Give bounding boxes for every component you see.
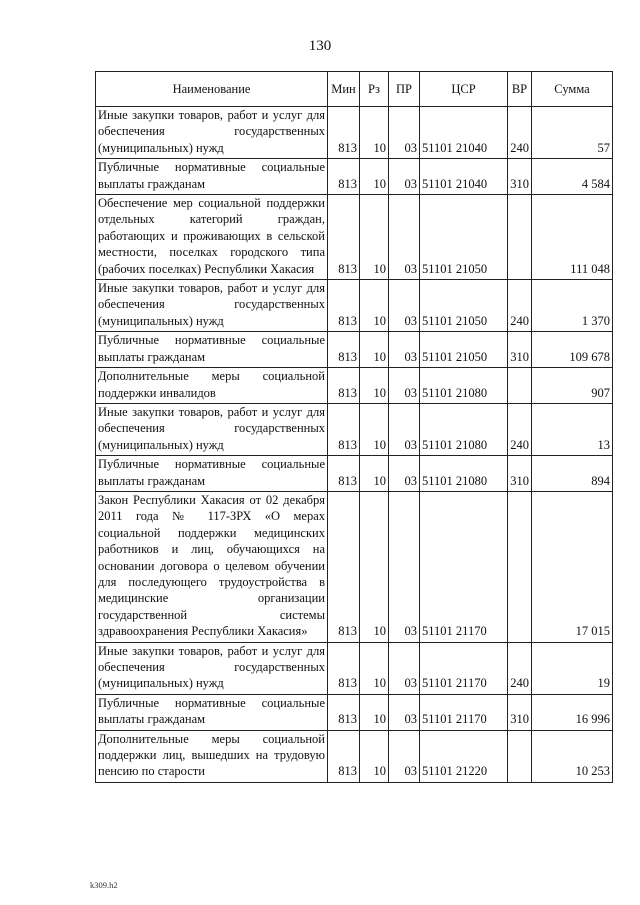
cell-vr: 240 [508, 403, 532, 455]
cell-pr: 03 [389, 195, 420, 280]
table-row [96, 195, 613, 280]
cell-vr: 310 [508, 332, 532, 368]
cell-min: 813 [328, 491, 360, 642]
cell-rz: 10 [360, 491, 389, 642]
header-name: Наименование [96, 72, 328, 107]
cell-sum: 10 253 [532, 730, 613, 782]
cell-rz: 10 [360, 195, 389, 280]
cell-name: Публичные нормативные социальные выплаты гражданам [96, 159, 328, 195]
cell-csr: 51101 21220 [420, 730, 508, 782]
cell-min: 813 [328, 107, 360, 159]
table-row [96, 332, 613, 368]
cell-rz: 10 [360, 280, 389, 332]
cell-name: Иные закупки товаров, работ и услуг для обеспечения государственных (муниципальных) нужд [96, 107, 328, 159]
cell-name: Обеспечение мер социальной поддержки отдельных категорий граждан, работающих и проживающих в сельской местности, поселках городского типа (рабочих поселках) Республики Хакасия [96, 195, 328, 280]
cell-csr: 51101 21040 [420, 159, 508, 195]
header-csr: ЦСР [420, 72, 508, 107]
cell-vr: 310 [508, 159, 532, 195]
table-row [96, 403, 613, 455]
cell-name: Публичные нормативные социальные выплаты гражданам [96, 694, 328, 730]
cell-pr: 03 [389, 368, 420, 404]
header-sum: Сумма [532, 72, 613, 107]
header-pr: ПР [389, 72, 420, 107]
cell-vr: 310 [508, 694, 532, 730]
cell-sum: 19 [532, 642, 613, 694]
cell-min: 813 [328, 456, 360, 492]
cell-csr: 51101 21080 [420, 368, 508, 404]
cell-pr: 03 [389, 642, 420, 694]
cell-vr: 240 [508, 642, 532, 694]
cell-csr: 51101 21050 [420, 332, 508, 368]
header-rz: Рз [360, 72, 389, 107]
cell-rz: 10 [360, 456, 389, 492]
cell-sum: 907 [532, 368, 613, 404]
cell-pr: 03 [389, 159, 420, 195]
cell-vr: 310 [508, 456, 532, 492]
cell-name: Публичные нормативные социальные выплаты гражданам [96, 456, 328, 492]
cell-name: Иные закупки товаров, работ и услуг для обеспечения государственных (муниципальных) нужд [96, 642, 328, 694]
cell-vr: 240 [508, 107, 532, 159]
cell-pr: 03 [389, 403, 420, 455]
header-vr: ВР [508, 72, 532, 107]
cell-csr: 51101 21080 [420, 403, 508, 455]
cell-min: 813 [328, 159, 360, 195]
cell-name: Иные закупки товаров, работ и услуг для обеспечения государственных (муниципальных) нужд [96, 280, 328, 332]
table-row [96, 491, 613, 642]
cell-pr: 03 [389, 456, 420, 492]
cell-pr: 03 [389, 491, 420, 642]
table-row [96, 368, 613, 404]
cell-pr: 03 [389, 332, 420, 368]
table-row [96, 159, 613, 195]
cell-csr: 51101 21050 [420, 195, 508, 280]
cell-rz: 10 [360, 368, 389, 404]
cell-min: 813 [328, 195, 360, 280]
table-row [96, 107, 613, 159]
table-row [96, 642, 613, 694]
cell-pr: 03 [389, 280, 420, 332]
cell-min: 813 [328, 403, 360, 455]
table-row [96, 280, 613, 332]
table-body [96, 107, 613, 783]
cell-pr: 03 [389, 694, 420, 730]
cell-sum: 111 048 [532, 195, 613, 280]
cell-min: 813 [328, 332, 360, 368]
cell-pr: 03 [389, 730, 420, 782]
cell-sum: 1 370 [532, 280, 613, 332]
cell-vr [508, 730, 532, 782]
cell-vr: 240 [508, 280, 532, 332]
cell-rz: 10 [360, 730, 389, 782]
cell-sum: 4 584 [532, 159, 613, 195]
cell-rz: 10 [360, 403, 389, 455]
cell-name: Дополнительные меры социальной поддержки лиц, вышедших на трудовую пенсию по старости [96, 730, 328, 782]
cell-sum: 17 015 [532, 491, 613, 642]
cell-csr: 51101 21040 [420, 107, 508, 159]
cell-rz: 10 [360, 107, 389, 159]
cell-sum: 16 996 [532, 694, 613, 730]
budget-table [95, 71, 613, 783]
table-header-row [96, 72, 613, 107]
table-row [96, 730, 613, 782]
cell-sum: 894 [532, 456, 613, 492]
cell-csr: 51101 21170 [420, 491, 508, 642]
cell-rz: 10 [360, 332, 389, 368]
cell-vr [508, 368, 532, 404]
cell-name: Закон Республики Хакасия от 02 декабря 2011 года № 117-ЗРХ «О мерах социальной поддержки медицинских работников и лиц, обучающихся на основании договора о целевом обучении для последующего трудоустройства в медицинские организации государственной системы здравоохранения Республики Хакасия» [96, 491, 328, 642]
header-min: Мин [328, 72, 360, 107]
cell-rz: 10 [360, 642, 389, 694]
cell-csr: 51101 21170 [420, 642, 508, 694]
cell-min: 813 [328, 280, 360, 332]
cell-csr: 51101 21050 [420, 280, 508, 332]
page-number: 130 [308, 38, 332, 54]
document-footer-code: k309.h2 [90, 880, 118, 890]
cell-name: Иные закупки товаров, работ и услуг для обеспечения государственных (муниципальных) нужд [96, 403, 328, 455]
cell-vr [508, 491, 532, 642]
cell-vr [508, 195, 532, 280]
cell-rz: 10 [360, 694, 389, 730]
cell-sum: 57 [532, 107, 613, 159]
cell-min: 813 [328, 642, 360, 694]
cell-csr: 51101 21170 [420, 694, 508, 730]
cell-name: Дополнительные меры социальной поддержки инвалидов [96, 368, 328, 404]
cell-csr: 51101 21080 [420, 456, 508, 492]
cell-pr: 03 [389, 107, 420, 159]
cell-min: 813 [328, 694, 360, 730]
table-row [96, 456, 613, 492]
cell-name: Публичные нормативные социальные выплаты гражданам [96, 332, 328, 368]
cell-sum: 109 678 [532, 332, 613, 368]
cell-min: 813 [328, 730, 360, 782]
cell-sum: 13 [532, 403, 613, 455]
table-row [96, 694, 613, 730]
cell-rz: 10 [360, 159, 389, 195]
cell-min: 813 [328, 368, 360, 404]
